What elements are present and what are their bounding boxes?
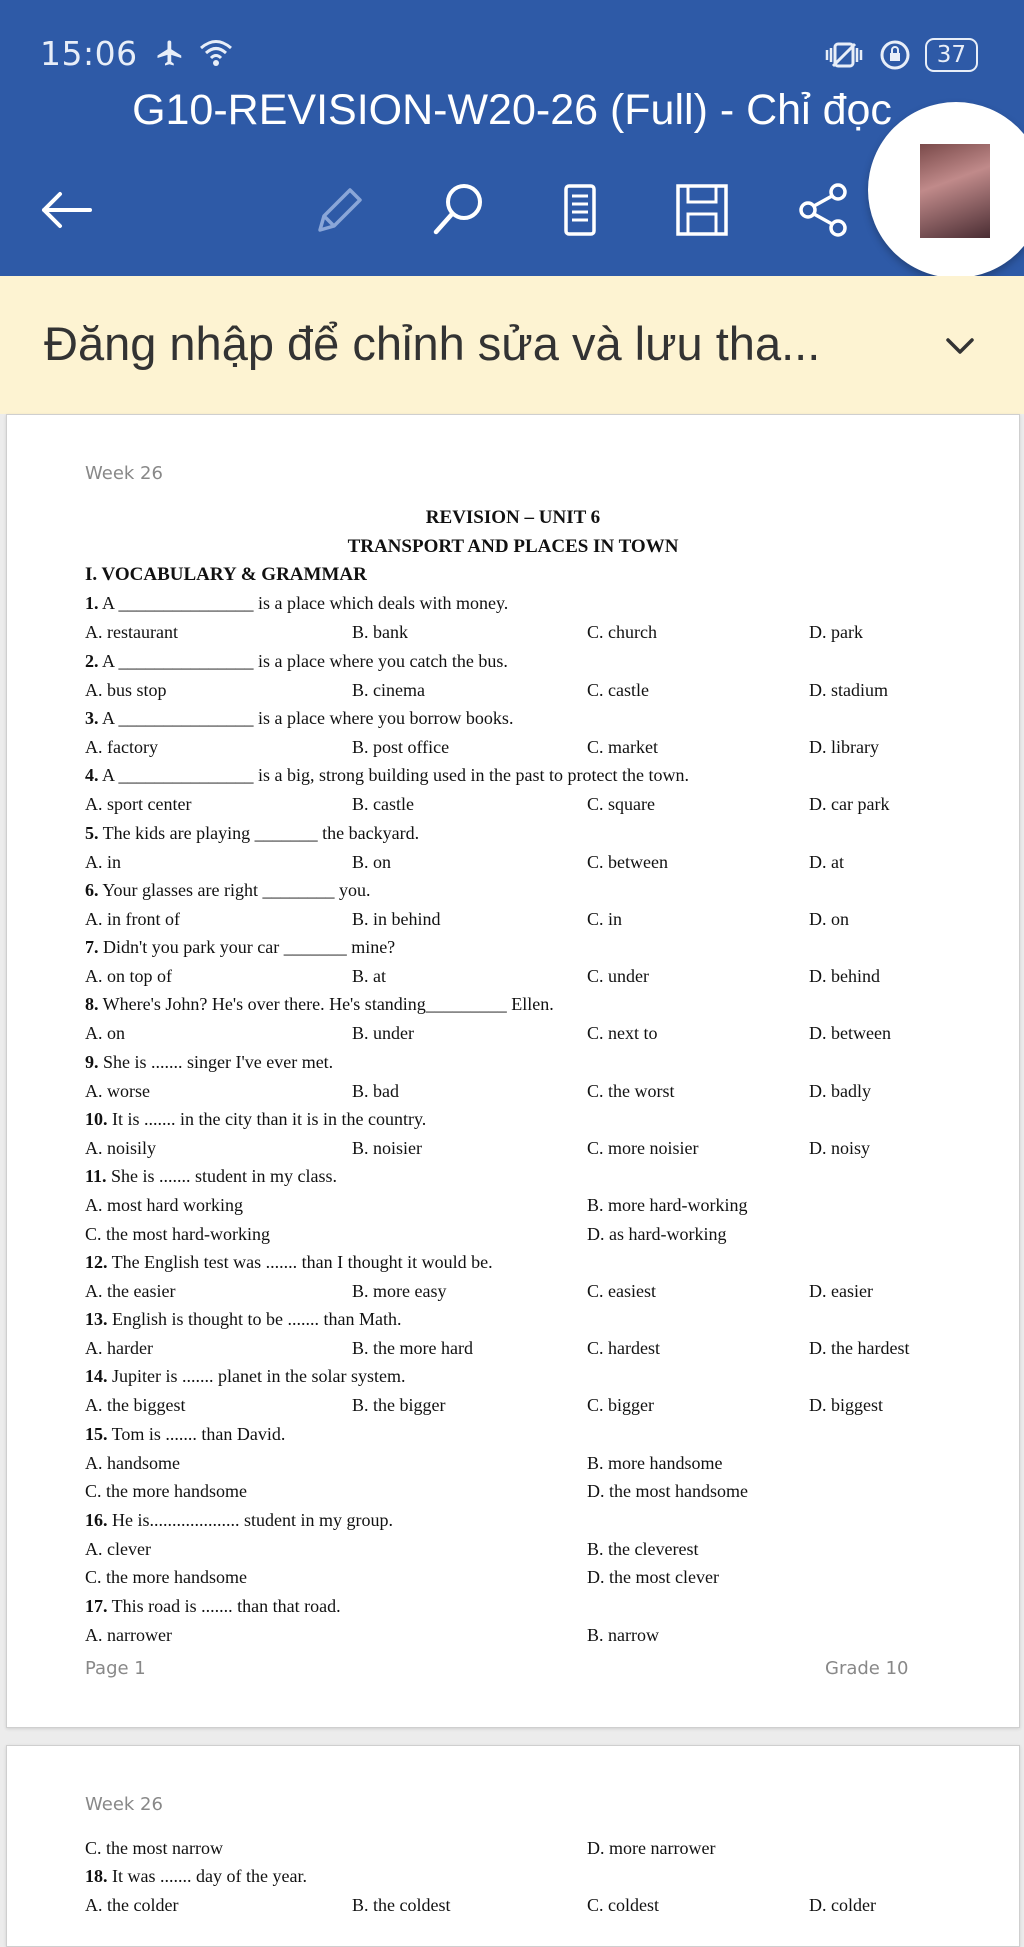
option: B. noisier	[352, 1138, 422, 1158]
question-6: 6. Your glasses are right ________ you.	[85, 880, 371, 900]
option: C. the most hard-working	[85, 1224, 270, 1244]
option: D. at	[809, 852, 844, 872]
option: A. the colder	[85, 1895, 179, 1915]
avatar	[920, 144, 990, 238]
option: A. the biggest	[85, 1395, 186, 1415]
option: A. factory	[85, 737, 158, 757]
option: D. the hardest	[809, 1338, 910, 1358]
option: C. hardest	[587, 1338, 660, 1358]
option: D. easier	[809, 1281, 873, 1301]
option: D. badly	[809, 1081, 871, 1101]
option: A. harder	[85, 1338, 153, 1358]
question-11: 11. She is ....... student in my class.	[85, 1166, 338, 1186]
option: C. between	[587, 852, 668, 872]
option: B. at	[352, 966, 386, 986]
signin-banner[interactable]	[0, 276, 1024, 414]
app-top-bar	[0, 0, 1024, 276]
option: B. bank	[352, 622, 408, 642]
option: D. the most clever	[587, 1567, 719, 1587]
option: D. car park	[809, 794, 890, 814]
option: C. next to	[587, 1023, 658, 1043]
option: A. the easier	[85, 1281, 176, 1301]
back-arrow-icon[interactable]	[34, 178, 98, 242]
document-title: G10-REVISION-W20-26 (Full) - Chỉ đọc	[132, 86, 892, 134]
option: C. the worst	[587, 1081, 675, 1101]
question-4: 4. A _______________ is a big, strong building used in the past to protect the town.	[85, 765, 689, 785]
option: A. most hard working	[85, 1195, 243, 1215]
option: D. library	[809, 737, 879, 757]
option: B. more hard-working	[587, 1195, 748, 1215]
share-icon[interactable]	[792, 178, 856, 242]
option: D. biggest	[809, 1395, 883, 1415]
question-8: 8. Where's John? He's over there. He's standing_________ Ellen.	[85, 994, 554, 1014]
status-icons	[823, 38, 978, 72]
option: A. bus stop	[85, 680, 167, 700]
option: D. the most handsome	[587, 1481, 748, 1501]
question-2: 2. A _______________ is a place where you catch the bus.	[85, 651, 508, 671]
page-footer-right: Grade 10	[825, 1658, 909, 1679]
option: D. noisy	[809, 1138, 871, 1158]
question-18: 18. It was ....... day of the year.	[85, 1866, 307, 1886]
page-header: Week 26	[85, 463, 163, 484]
page-footer-left: Page 1	[85, 1658, 146, 1679]
option: C. castle	[587, 680, 649, 700]
document-page-1	[6, 414, 1020, 1728]
option: B. the bigger	[352, 1395, 446, 1415]
question-3: 3. A _______________ is a place where you borrow books.	[85, 708, 514, 728]
question-16: 16. He is.................... student in my group.	[85, 1510, 393, 1530]
option: A. narrower	[85, 1625, 172, 1645]
question-17: 17. This road is ....... than that road.	[85, 1596, 341, 1616]
option: C. in	[587, 909, 623, 929]
page-header: Week 26	[85, 1794, 163, 1815]
option: B. bad	[352, 1081, 399, 1101]
option: C. the most narrow	[85, 1838, 223, 1858]
option: A. noisily	[85, 1138, 157, 1158]
question-12: 12. The English test was ....... than I thought it would be.	[85, 1252, 493, 1272]
question-15: 15. Tom is ....... than David.	[85, 1424, 286, 1444]
option: D. park	[809, 622, 863, 642]
option: B. castle	[352, 794, 414, 814]
option: C. coldest	[587, 1895, 659, 1915]
question-9: 9. She is ....... singer I've ever met.	[85, 1052, 334, 1072]
option: B. more easy	[352, 1281, 447, 1301]
option: A. clever	[85, 1539, 151, 1559]
option: C. bigger	[587, 1395, 654, 1415]
pen-icon[interactable]	[306, 178, 370, 242]
battery-indicator: 37	[925, 38, 978, 72]
option: A. in front of	[85, 909, 180, 929]
status-bar	[40, 34, 234, 73]
vibrate-mute-icon	[823, 40, 865, 70]
option: A. on	[85, 1023, 125, 1043]
question-14: 14. Jupiter is ....... planet in the solar system.	[85, 1366, 406, 1386]
option: A. worse	[85, 1081, 150, 1101]
rotation-lock-icon	[879, 39, 911, 71]
doc-title-line-2: TRANSPORT AND PLACES IN TOWN	[347, 536, 679, 557]
question-13: 13. English is thought to be ....... than Math.	[85, 1309, 402, 1329]
option: B. post office	[352, 737, 450, 757]
status-time: 15:06	[40, 34, 138, 73]
option: C. church	[587, 622, 657, 642]
option: C. more noisier	[587, 1138, 699, 1158]
section-heading: I. VOCABULARY & GRAMMAR	[85, 564, 367, 585]
option: B. the coldest	[352, 1895, 451, 1915]
option: D. behind	[809, 966, 880, 986]
option: A. in	[85, 852, 121, 872]
option: B. on	[352, 852, 392, 872]
wifi-icon	[198, 38, 234, 68]
option: C. the more handsome	[85, 1567, 247, 1587]
chevron-down-icon[interactable]	[940, 326, 980, 366]
option: A. sport center	[85, 794, 192, 814]
option: B. narrow	[587, 1625, 659, 1645]
option: B. cinema	[352, 680, 425, 700]
option: C. market	[587, 737, 658, 757]
doc-title-line-1: REVISION – UNIT 6	[425, 507, 601, 528]
option: D. as hard-working	[587, 1224, 727, 1244]
option: D. colder	[809, 1895, 876, 1915]
option: C. under	[587, 966, 649, 986]
option: C. the more handsome	[85, 1481, 247, 1501]
reading-view-icon[interactable]	[548, 178, 612, 242]
search-icon[interactable]	[426, 178, 490, 242]
option: A. restaurant	[85, 622, 178, 642]
option: D. stadium	[809, 680, 888, 700]
option: B. under	[352, 1023, 414, 1043]
option: C. square	[587, 794, 655, 814]
document-page-2	[6, 1745, 1020, 1947]
option: B. in behind	[352, 909, 441, 929]
option: B. the more hard	[352, 1338, 473, 1358]
question-7: 7. Didn't you park your car _______ mine?	[85, 937, 396, 957]
question-1: 1. A _______________ is a place which deals with money.	[85, 593, 509, 613]
save-icon[interactable]	[670, 178, 734, 242]
question-5: 5. The kids are playing _______ the backyard.	[85, 823, 420, 843]
option: A. on top of	[85, 966, 172, 986]
option: A. handsome	[85, 1453, 180, 1473]
option: D. between	[809, 1023, 891, 1043]
option: B. more handsome	[587, 1453, 723, 1473]
option: D. on	[809, 909, 849, 929]
signin-banner-text: Đăng nhập để chỉnh sửa và lưu tha...	[44, 317, 821, 370]
airplane-mode-icon	[155, 38, 185, 68]
option: C. easiest	[587, 1281, 656, 1301]
question-10: 10. It is ....... in the city than it is in the country.	[85, 1109, 427, 1129]
option: B. the cleverest	[587, 1539, 699, 1559]
option: D. more narrower	[587, 1838, 716, 1858]
